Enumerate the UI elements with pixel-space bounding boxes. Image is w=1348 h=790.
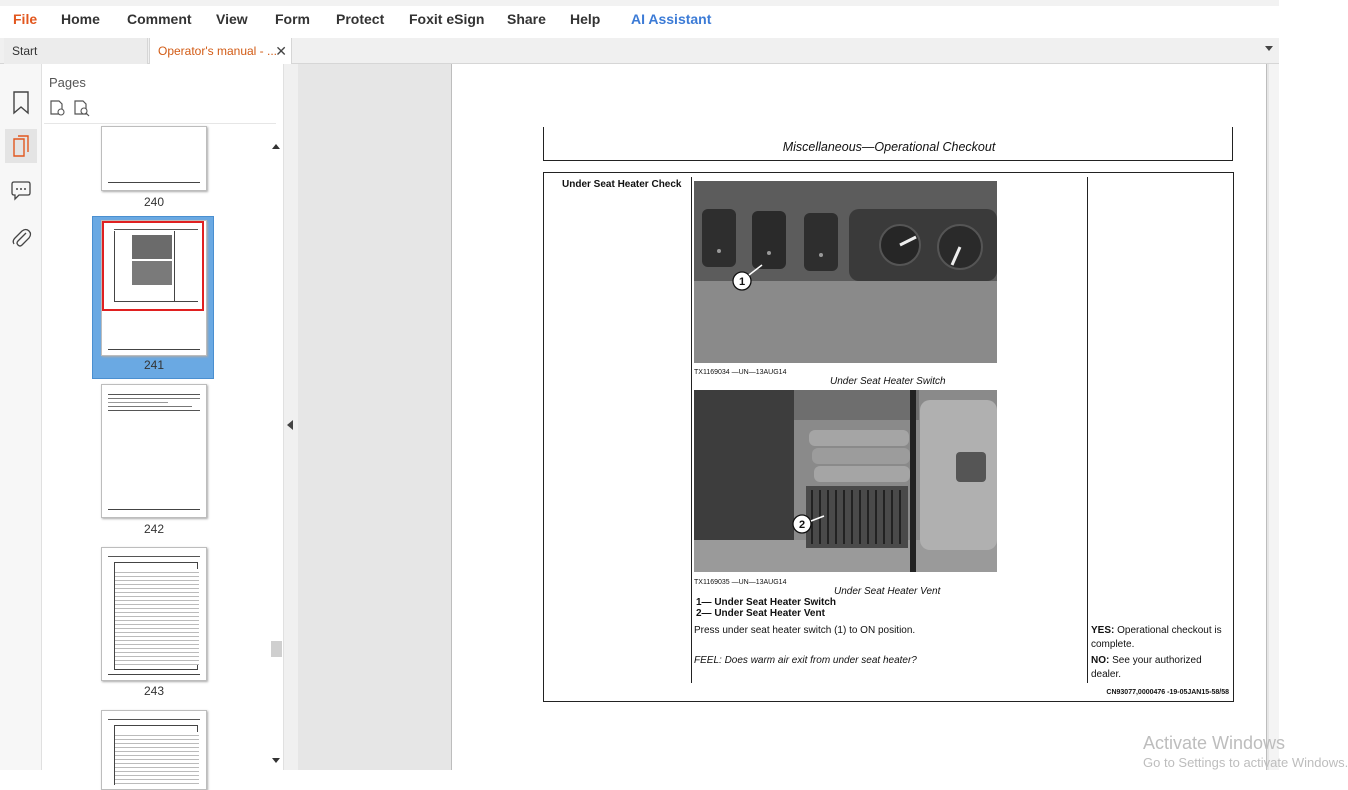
- navigation-icon-strip: [0, 64, 42, 770]
- section-title: Under Seat Heater Check: [562, 179, 682, 190]
- pdf-page: [451, 64, 1267, 770]
- scroll-thumb[interactable]: [271, 641, 282, 657]
- thumbnail-label-242: 242: [143, 522, 165, 536]
- yes-label: YES:: [1091, 625, 1115, 636]
- column-divider: [1087, 177, 1088, 683]
- thumbnail-label-240: 240: [143, 195, 165, 209]
- page-header-box: [543, 127, 1233, 161]
- menu-home[interactable]: Home: [61, 11, 100, 27]
- tab-document-label: Operator's manual - ...: [158, 44, 278, 58]
- collapse-left-icon[interactable]: [287, 420, 293, 430]
- menu-protect[interactable]: Protect: [336, 11, 385, 27]
- panel-divider: [44, 123, 276, 124]
- page-thumbnail-240[interactable]: [101, 126, 207, 191]
- scroll-up-icon[interactable]: [272, 144, 280, 149]
- thumbnail-list: [42, 136, 268, 770]
- attachment-icon[interactable]: [7, 220, 35, 254]
- document-id: CN93077,0000476 -19-05JAN15-58/58: [1106, 689, 1229, 696]
- legend-item-1: 1— Under Seat Heater Switch: [696, 597, 837, 608]
- menu-view[interactable]: View: [216, 11, 248, 27]
- menu-comment[interactable]: Comment: [127, 11, 192, 27]
- document-scrollbar[interactable]: [1269, 64, 1279, 770]
- document-viewport[interactable]: [298, 64, 1279, 770]
- menu-form[interactable]: Form: [275, 11, 310, 27]
- menu-file[interactable]: File: [13, 11, 38, 27]
- page-search-icon[interactable]: [73, 99, 91, 117]
- figure-callout-1: 1: [738, 276, 746, 288]
- figure-callout-2: 2: [798, 519, 806, 531]
- thumbnail-scrollbar[interactable]: [270, 136, 282, 770]
- thumbnail-label-243: 243: [143, 684, 165, 698]
- panel-title: Pages: [49, 75, 86, 90]
- tab-list-chevron-down-icon[interactable]: [1265, 46, 1273, 51]
- page-header-title: Miscellaneous—Operational Checkout: [782, 140, 996, 154]
- activate-windows-watermark: [1143, 733, 1348, 770]
- yes-text: Operational checkout is complete.: [1091, 625, 1222, 650]
- feel-text: FEEL: Does warm air exit from under seat heater?: [694, 655, 917, 666]
- instruction-text: Press under seat heater switch (1) to ON position.: [694, 625, 916, 636]
- menu-bar: [0, 0, 1279, 38]
- tab-bar: [0, 38, 1279, 64]
- page-thumbnail-242[interactable]: [101, 384, 207, 518]
- thumbnail-label-241: 241: [143, 358, 165, 372]
- panel-collapse-handle[interactable]: [284, 64, 298, 770]
- page-thumbnail-241[interactable]: [101, 220, 207, 356]
- no-text: See your authorized dealer.: [1091, 655, 1202, 680]
- figure-2-caption: Under Seat Heater Vent: [834, 586, 941, 597]
- no-result: [1091, 654, 1231, 682]
- page-thumbnail-244[interactable]: [101, 710, 207, 790]
- pages-panel: [42, 64, 284, 770]
- tab-start-label: Start: [12, 44, 38, 58]
- tab-start[interactable]: [4, 38, 148, 64]
- watermark-subtitle: Go to Settings to activate Windows.: [1143, 755, 1348, 770]
- scroll-down-icon[interactable]: [272, 758, 280, 763]
- figure-2-id: TX1169035 —UN—13AUG14: [694, 579, 787, 586]
- figure-1-id: TX1169034 —UN—13AUG14: [694, 369, 787, 376]
- figure-1-caption: Under Seat Heater Switch: [830, 376, 946, 387]
- tab-document[interactable]: [149, 38, 292, 65]
- pages-icon[interactable]: [5, 129, 37, 163]
- figure-heater-switch-photo: [694, 181, 997, 363]
- column-divider: [691, 177, 692, 683]
- comment-icon[interactable]: [7, 174, 35, 208]
- figure-heater-vent-photo: [694, 390, 997, 572]
- bookmark-icon[interactable]: [7, 86, 35, 120]
- menu-ai-assistant[interactable]: AI Assistant: [631, 11, 712, 27]
- page-options-icon[interactable]: [49, 99, 67, 117]
- page-thumbnail-243[interactable]: [101, 547, 207, 681]
- menu-foxit-esign[interactable]: Foxit eSign: [409, 11, 485, 27]
- menu-help[interactable]: Help: [570, 11, 601, 27]
- content-table: [543, 172, 1234, 702]
- legend-item-2: 2— Under Seat Heater Vent: [696, 608, 825, 619]
- menu-share[interactable]: Share: [507, 11, 546, 27]
- no-label: NO:: [1091, 655, 1110, 666]
- watermark-title: Activate Windows: [1143, 733, 1286, 753]
- yes-result: [1091, 624, 1231, 652]
- close-icon[interactable]: ✕: [275, 43, 287, 59]
